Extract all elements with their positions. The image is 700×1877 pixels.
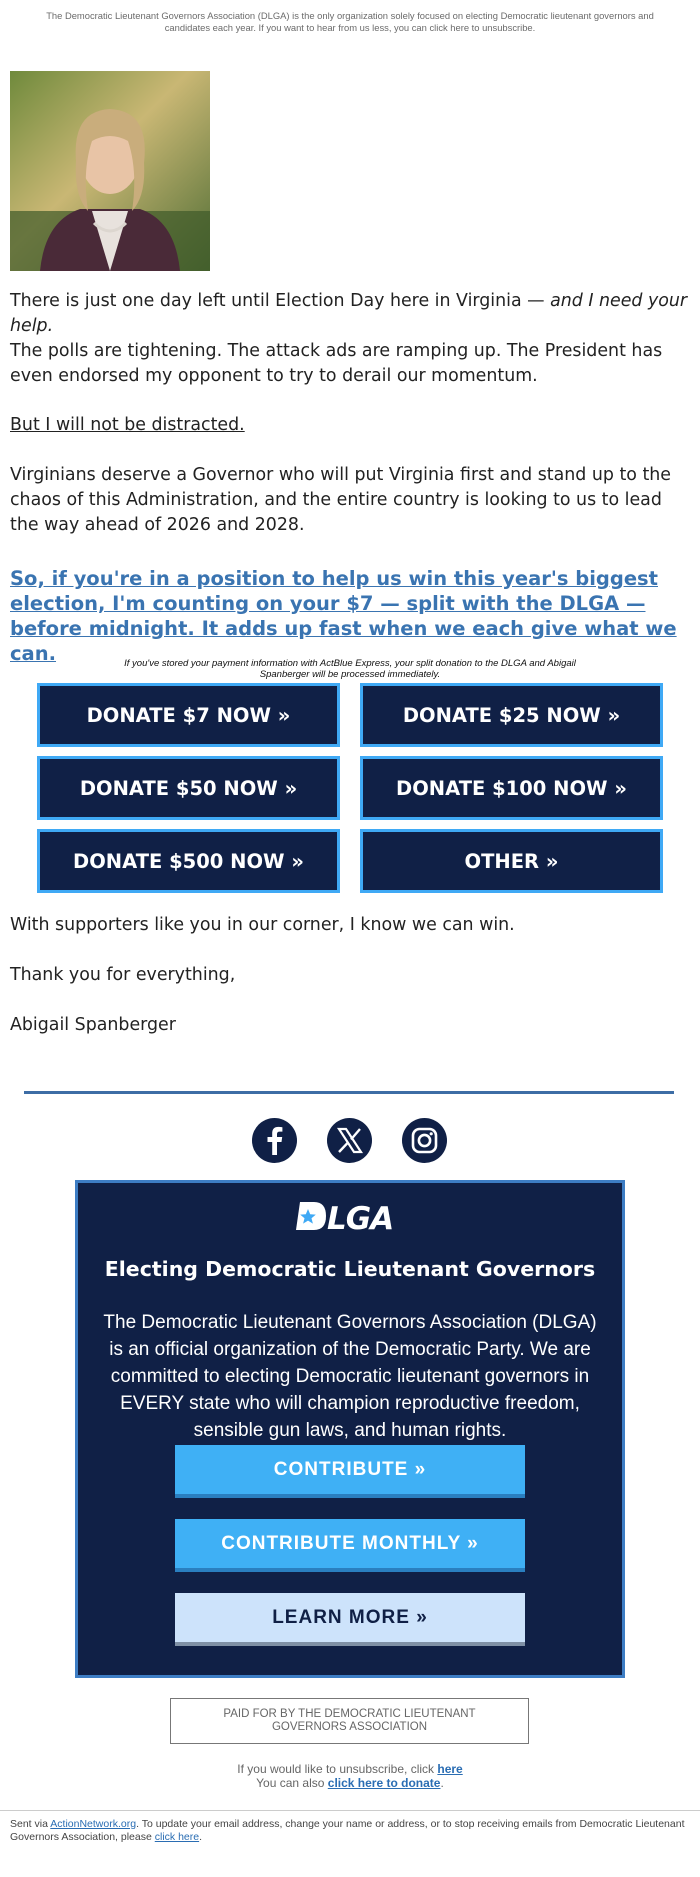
- unsubscribe-block: [0, 1762, 700, 1790]
- x-icon[interactable]: [327, 1118, 372, 1163]
- paragraph-one-emphasis: and I need your help.: [10, 291, 688, 336]
- donate-link[interactable]: click here to donate: [327, 1776, 441, 1790]
- contribute-monthly-button[interactable]: CONTRIBUTE MONTHLY »: [175, 1519, 525, 1572]
- donate-100-button[interactable]: DONATE $100 NOW »: [360, 756, 663, 820]
- facebook-icon[interactable]: [252, 1118, 297, 1163]
- unsubscribe-line: [0, 1762, 700, 1776]
- dlga-logo: [294, 1199, 414, 1233]
- preheader-text: The Democratic Lieutenant Governors Association (DLGA) is the only organization solely focused on electing Democratic lieutenant governors and candidates each year. If you want to hear from us less, you can click here to unsubscribe.: [46, 10, 654, 33]
- paragraph-one-text: There is just one day left until Election Day here in Virginia —: [10, 291, 551, 311]
- candidate-photo: [10, 71, 210, 271]
- sent-via-prefix: Sent via: [10, 1818, 51, 1830]
- unsubscribe-text: If you would like to unsubscribe, click: [237, 1762, 438, 1776]
- instagram-icon[interactable]: [402, 1118, 447, 1163]
- sent-via-end: .: [199, 1831, 203, 1843]
- donate-line-end: .: [440, 1776, 444, 1790]
- contribute-button[interactable]: CONTRIBUTE »: [175, 1445, 525, 1498]
- paragraph-two: The polls are tightening. The attack ads are ramping up. The President has even endorsed my opponent to try to derail our momentum.: [10, 341, 663, 386]
- dlga-description: The Democratic Lieutenant Governors Association (DLGA) is an official organization of the Democratic Party. We are committed to electing Democratic lieutenant governors in EVERY state who will champion reproductive freedom, sensible gun laws, and human rights.: [103, 1312, 597, 1441]
- actblue-express-note: If you've stored your payment information with ActBlue Express, your split donation to the DLGA and Abigail Spanberger will be processed immediately.: [124, 658, 576, 680]
- dlga-info-box: [75, 1180, 625, 1678]
- donate-cta-link[interactable]: So, if you're in a position to help us win this year's biggest election, I'm counting on your $7 — split with the DLGA — before midnight. It adds up fast when we each give what we can.: [10, 567, 677, 665]
- donate-500-button[interactable]: DONATE $500 NOW »: [37, 829, 340, 893]
- unsubscribe-link[interactable]: here: [437, 1762, 463, 1776]
- donate-line: [0, 1776, 700, 1790]
- donate-other-button[interactable]: OTHER »: [360, 829, 663, 893]
- paid-for-disclaimer: PAID FOR BY THE DEMOCRATIC LIEUTENANT GOVERNORS ASSOCIATION: [170, 1698, 529, 1744]
- manage-email-link[interactable]: click here: [154, 1831, 200, 1843]
- closing-line: With supporters like you in our corner, I know we can win.: [10, 915, 515, 935]
- donate-line-text: You can also: [256, 1776, 328, 1790]
- actionnetwork-link[interactable]: ActionNetwork.org: [50, 1818, 137, 1830]
- footer-rule: [0, 1810, 700, 1811]
- paragraph-three: But I will not be distracted.: [10, 415, 245, 435]
- signature: Abigail Spanberger: [10, 1015, 176, 1035]
- dlga-title: Electing Democratic Lieutenant Governors: [104, 1257, 596, 1281]
- learn-more-button[interactable]: LEARN MORE »: [175, 1593, 525, 1646]
- divider: [24, 1091, 674, 1094]
- paragraph-one: [10, 289, 690, 339]
- donate-50-button[interactable]: DONATE $50 NOW »: [37, 756, 340, 820]
- sent-via-middle: . To update your email address, change your name or address, or to stop receiving emails from Democratic Lieutenant Governors Association, please: [10, 1818, 685, 1843]
- sent-via-footer: [10, 1818, 690, 1844]
- thank-you-line: Thank you for everything,: [10, 965, 236, 985]
- donate-25-button[interactable]: DONATE $25 NOW »: [360, 683, 663, 747]
- svg-text:LGA: LGA: [327, 1201, 394, 1233]
- paragraph-four: Virginians deserve a Governor who will put Virginia first and stand up to the chaos of this Administration, and the entire country is looking to us to lead the way ahead of 2026 and 2028.: [10, 465, 671, 535]
- donate-7-button[interactable]: DONATE $7 NOW »: [37, 683, 340, 747]
